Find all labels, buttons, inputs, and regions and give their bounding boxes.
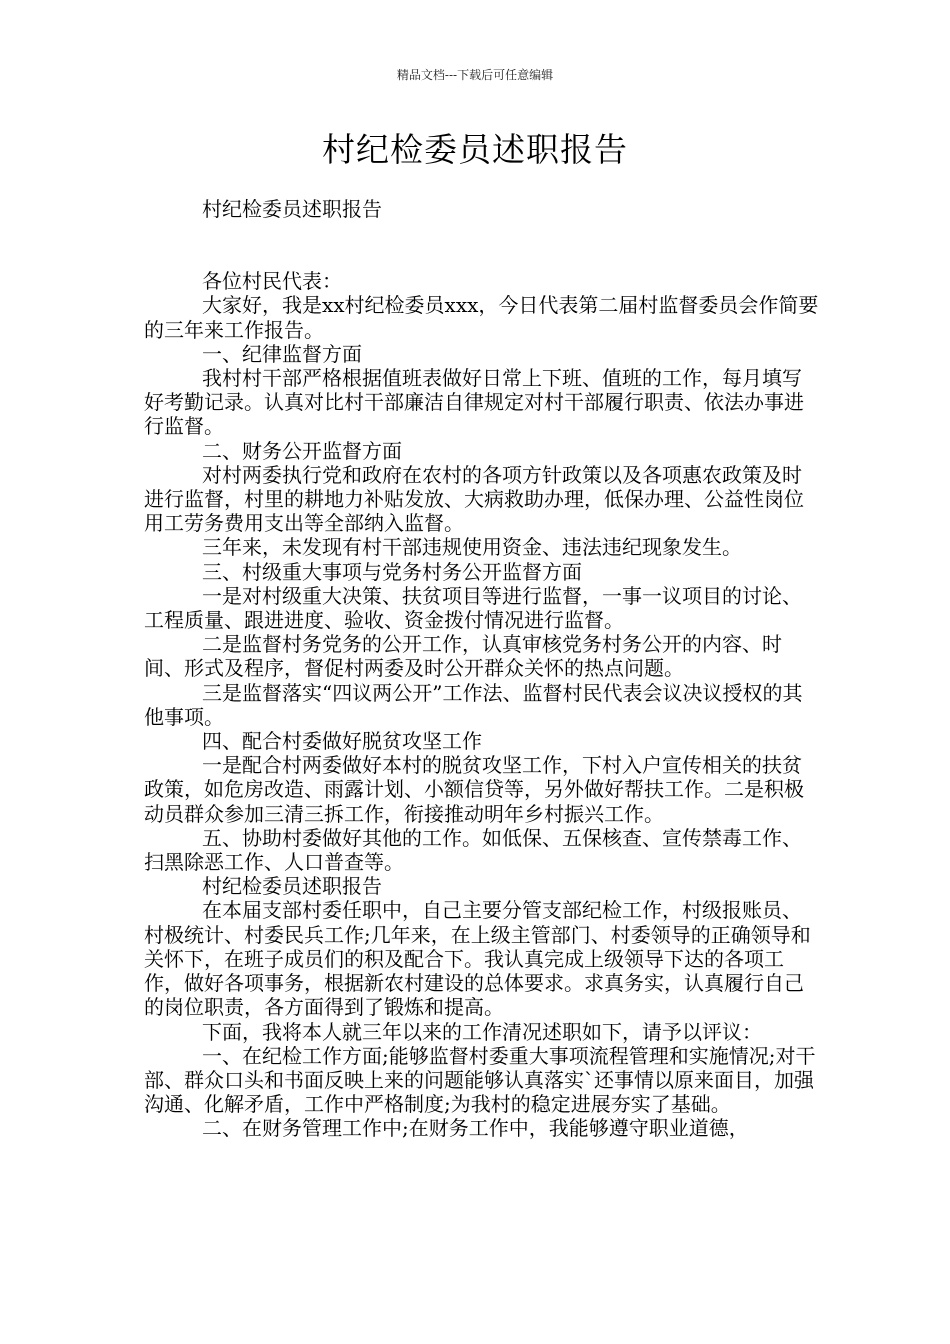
paragraph: 一是对村级重大决策、扶贫项目等进行监督，一事一议项目的讨论、工程质量、跟进进度、验收、资金拨付情况进行监督。 bbox=[144, 583, 802, 633]
subtitle: 村纪检委员述职报告 bbox=[202, 197, 382, 221]
section-heading: 二、财务公开监督方面 bbox=[202, 438, 402, 463]
paragraph: 在本届支部村委任职中，自己主要分管支部纪检工作，村级报账员、村极统计、村委民兵工作;几年来，在上级主管部门、村委领导的正确领导和关怀下，在班子成员们的积及配合下。我认真完成上级领导下达的各项工作，做好各项事务，根据新农村建设的总体要求。求真务实，认真履行自己的岗位职责，各方面得到了锻炼和提高。 bbox=[144, 898, 811, 1020]
paragraph: 二是监督村务党务的公开工作，认真审核党务村务公开的内容、时间、形式及程序，督促村两委及时公开群众关怀的热点问题。 bbox=[144, 632, 782, 681]
paragraph: 一是配合村两委做好本村的脱贫攻坚工作，下村入户宣传相关的扶贫政策，如危房改造、雨露计划、小额信贷等，另外做好帮扶工作。二是积极动员群众参加三清三拆工作，衔接推动明年乡村振兴工作。 bbox=[144, 753, 804, 826]
paragraph: 一、在纪检工作方面;能够监督村委重大事项流程管理和实施情况;对干部、群众口头和书面反映上来的问题能够认真落实`还事情以原来面目，加强沟通、化解矛盾，工作中严格制度;为我村的稳定进展夯实了基础。 bbox=[144, 1043, 816, 1117]
paragraph: 二、在财务管理工作中;在财务工作中，我能够遵守职业道德， bbox=[202, 1116, 749, 1141]
page-header: 精品文档---下载后可任意编辑 bbox=[396, 68, 554, 82]
paragraph: 三是监督落实“四议两公开”工作法、监督村民代表会议决议授权的其他事项。 bbox=[144, 680, 803, 729]
paragraph: 下面，我将本人就三年以来的工作清况述职如下，请予以评议： bbox=[202, 1019, 762, 1044]
salutation: 各位村民代表： bbox=[202, 269, 342, 294]
paragraph: 三年来，未发现有村干部违规使用资金、违法违纪现象发生。 bbox=[202, 535, 742, 560]
paragraph: 对村两委执行党和政府在农村的各项方针政策以及各项惠农政策及时进行监督，村里的耕地力补贴发放、大病救助办理，低保办理、公益性岗位用工劳务费用支出等全部纳入监督。 bbox=[144, 462, 804, 536]
section-heading: 四、配合村委做好脱贫攻坚工作 bbox=[202, 729, 482, 754]
paragraph: 我村村干部严格根据值班表做好日常上下班、值班的工作，每月填写好考勤记录。认真对比村干部廉洁自律规定对村干部履行职责、依法办事进行监督。 bbox=[144, 366, 804, 439]
section-heading: 三、村级重大事项与党务村务公开监督方面 bbox=[202, 559, 582, 584]
document-title: 村纪检委员述职报告 bbox=[322, 130, 628, 169]
section-heading: 村纪检委员述职报告 bbox=[202, 874, 382, 899]
paragraph: 五、协助村委做好其他的工作。如低保、五保核查、宣传禁毒工作、扫黑除恶工作、人口普查等。 bbox=[144, 825, 802, 875]
section-heading: 一、纪律监督方面 bbox=[202, 341, 362, 366]
document-body bbox=[144, 197, 820, 1141]
paragraph: 大家好，我是xx村纪检委员xxx，今日代表第二届村监督委员会作简要的三年来工作报告。 bbox=[144, 293, 819, 342]
spacer bbox=[144, 221, 820, 245]
spacer bbox=[144, 245, 820, 269]
